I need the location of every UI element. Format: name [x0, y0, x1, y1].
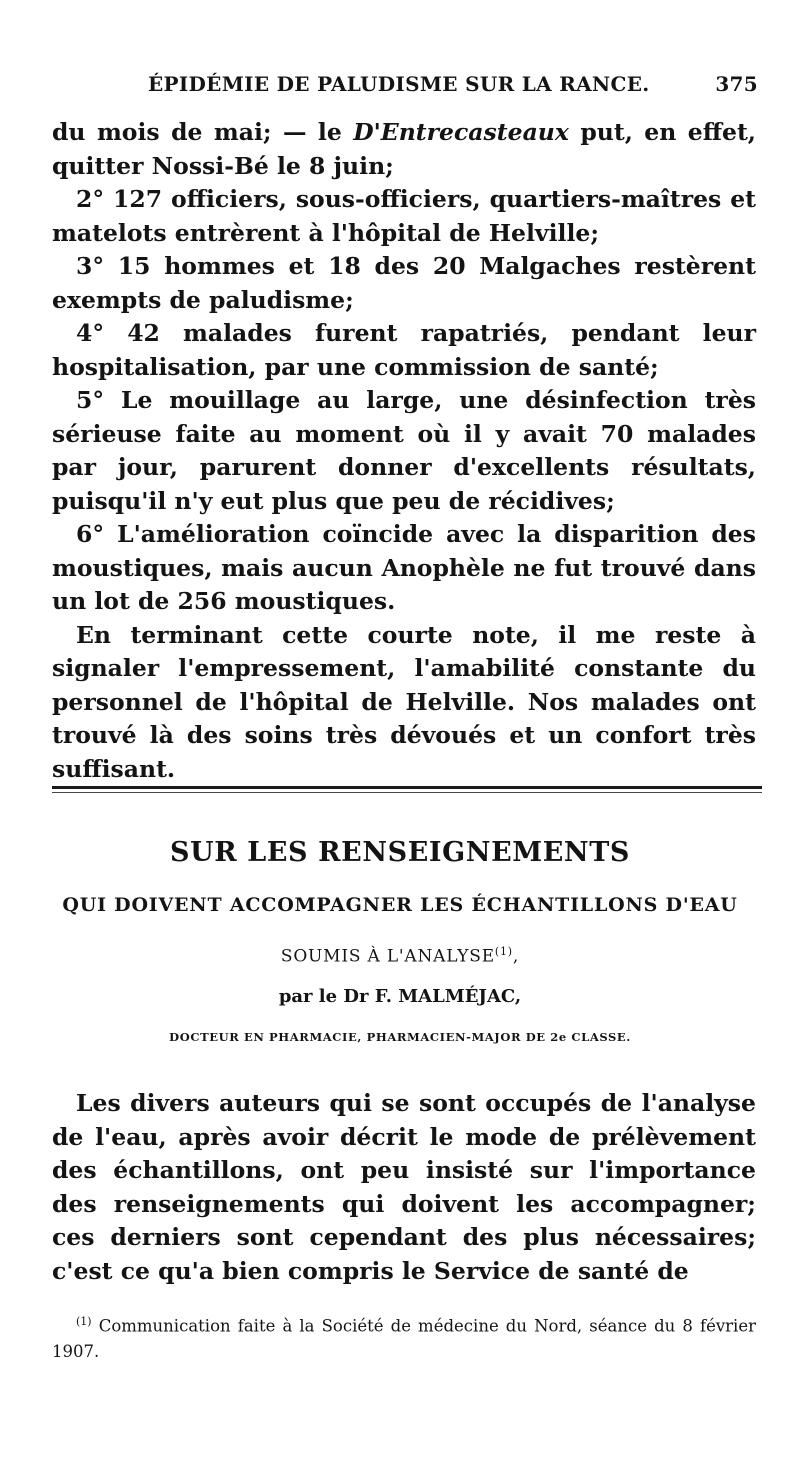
article-title: SUR LES RENSEIGNEMENTS	[169, 837, 630, 868]
paragraph-text: put, en effet, quitter Nossi-Bé le 8 juin;	[52, 118, 756, 180]
author-byline: par le Dr F. MALMÉJAC,	[278, 986, 522, 1007]
paragraph-item-6: 6° L'amélioration coïncide avec la disparition des moustiques, mais aucun Anophèle ne fut trouvé dans un lot de 256 moustiques.	[52, 520, 756, 615]
paragraph-item-4: 4° 42 malades furent rapatriés, pendant leur hospitalisation, par une commission de santé;	[52, 319, 756, 381]
article-body	[52, 1087, 756, 1288]
paragraph-continuation	[52, 116, 756, 183]
section-divider	[52, 786, 762, 789]
subtitle-punctuation: ,	[512, 946, 520, 967]
article-subtitle: QUI DOIVENT ACCOMPAGNER LES ÉCHANTILLONS D'EAU	[62, 894, 738, 916]
running-title: ÉPIDÉMIE DE PALUDISME SUR LA RANCE.	[148, 72, 650, 96]
running-header	[148, 72, 768, 102]
author-credentials: DOCTEUR EN PHARMACIE, PHARMACIEN-MAJOR DE 2e CLASSE.	[169, 1030, 631, 1044]
footnote-text: Communication faite à la Société de médecine du Nord, séance du 8 février 1907.	[52, 1316, 756, 1361]
paragraph-text: du mois de mai; — le	[52, 118, 354, 146]
ship-name: D'Entrecasteaux	[353, 118, 569, 146]
article-paragraph: Les divers auteurs qui se sont occupés de l'analyse de l'eau, après avoir décrit le mode de prélèvement des échantillons, ont peu insisté sur l'importance des renseignements qui doivent les accompagner; ces derniers sont cependant des plus nécessaires; c'est ce qu'a bien compris le Service de santé de	[52, 1089, 756, 1285]
previous-article-conclusion	[52, 116, 756, 786]
footnote-paragraph	[52, 1309, 756, 1364]
page-number: 375	[715, 72, 758, 96]
article-subtitle-line3	[0, 945, 800, 967]
paragraph-item-3: 3° 15 hommes et 18 des 20 Malgaches restèrent exempts de paludisme;	[52, 252, 756, 314]
footnote-reference: (1)	[494, 945, 513, 958]
footnote-marker: (1)	[76, 1315, 92, 1328]
footnote	[52, 1309, 756, 1364]
subtitle-text: SOUMIS À L'ANALYSE	[280, 946, 495, 967]
paragraph-item-5: 5° Le mouillage au large, une désinfection très sérieuse faite au moment où il y avait 70 malades par jour, parurent donner d'excellents résultats, puisqu'il n'y eut plus que peu de récidives;	[52, 386, 756, 515]
paragraph-item-2: 2° 127 officiers, sous-officiers, quartiers-maîtres et matelots entrèrent à l'hôpital de Helville;	[52, 185, 756, 247]
closing-paragraph: En terminant cette courte note, il me reste à signaler l'empressement, l'amabilité constante du personnel de l'hôpital de Helville. Nos malades ont trouvé là des soins très dévoués et un confort très suffisant.	[52, 620, 756, 783]
